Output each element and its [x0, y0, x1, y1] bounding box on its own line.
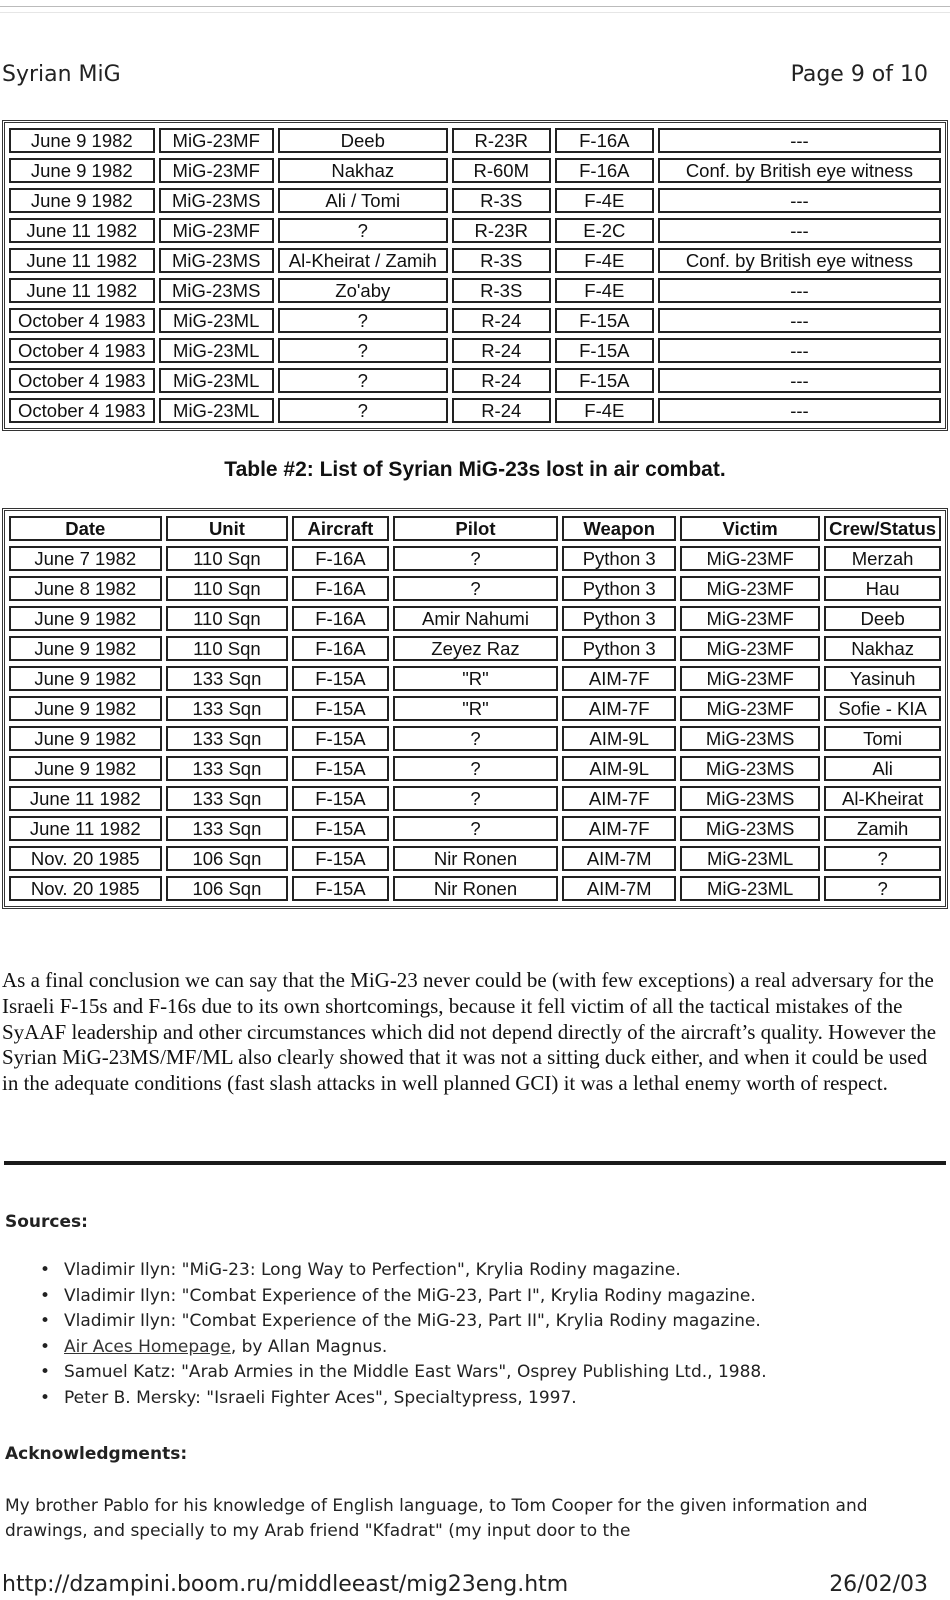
- table-cell: F-15A: [292, 726, 388, 751]
- table-row: [9, 248, 941, 273]
- table-cell: F-16A: [292, 606, 388, 631]
- table-cell: June 7 1982: [9, 546, 162, 571]
- table-cell: June 9 1982: [9, 696, 162, 721]
- table-cell: ?: [393, 726, 559, 751]
- table-cell: Nir Ronen: [393, 876, 559, 901]
- table-cell: AIM-7F: [562, 816, 676, 841]
- table-row: [9, 338, 941, 363]
- table-cell: Deeb: [824, 606, 941, 631]
- table-cell: MiG-23MF: [680, 666, 820, 691]
- table-cell: AIM-9L: [562, 756, 676, 781]
- table-cell: AIM-7F: [562, 666, 676, 691]
- table-cell: F-15A: [555, 338, 654, 363]
- table-cell: Nir Ronen: [393, 846, 559, 871]
- col-header-date: Date: [9, 516, 162, 541]
- losses-table: [2, 508, 948, 909]
- list-item: [38, 1335, 767, 1361]
- table-cell: 106 Sqn: [166, 876, 289, 901]
- table-row: [9, 846, 941, 871]
- table-cell: MiG-23MS: [680, 756, 820, 781]
- source-text: Vladimir Ilyn: "Combat Experience of the MiG-23, Part I", Krylia Rodiny magazine.: [64, 1285, 756, 1306]
- table-cell: ---: [658, 338, 941, 363]
- source-text: Samuel Katz: "Arab Armies in the Middle East Wars", Osprey Publishing Ltd., 1988.: [64, 1362, 767, 1382]
- table-cell: ?: [393, 786, 559, 811]
- table-cell: F-4E: [555, 188, 654, 213]
- table-cell: June 11 1982: [9, 278, 155, 303]
- table-cell: June 9 1982: [9, 606, 162, 631]
- table-cell: MiG-23MS: [680, 726, 820, 751]
- table-cell: ---: [658, 188, 941, 213]
- table-cell: MiG-23ML: [159, 338, 274, 363]
- table-cell: F-15A: [555, 368, 654, 393]
- source-text: Peter B. Mersky: "Israeli Fighter Aces", Specialtypress, 1997.: [64, 1387, 577, 1408]
- table-cell: ---: [658, 398, 941, 423]
- table-cell: F-15A: [292, 786, 388, 811]
- list-item: [38, 1360, 767, 1386]
- list-item: [38, 1386, 767, 1412]
- table-cell: ?: [393, 756, 559, 781]
- losses-table-header-row: [9, 516, 941, 541]
- table-cell: Nakhaz: [278, 158, 448, 183]
- table-cell: MiG-23ML: [159, 368, 274, 393]
- table-row: [9, 816, 941, 841]
- table-cell: R-3S: [452, 188, 551, 213]
- table-cell: ?: [393, 816, 559, 841]
- table-cell: ---: [658, 278, 941, 303]
- table-cell: MiG-23MS: [680, 786, 820, 811]
- table-cell: Python 3: [562, 636, 676, 661]
- air-aces-homepage-link[interactable]: Air Aces Homepage: [64, 1336, 231, 1357]
- table-cell: ?: [278, 368, 448, 393]
- source-text: , by Allan Magnus.: [230, 1336, 388, 1357]
- table-cell: ?: [278, 218, 448, 243]
- table-cell: 110 Sqn: [166, 546, 289, 571]
- table-cell: October 4 1983: [9, 368, 155, 393]
- table-cell: Tomi: [824, 726, 941, 751]
- table-cell: June 9 1982: [9, 128, 155, 153]
- table-cell: MiG-23MF: [680, 606, 820, 631]
- table-cell: MiG-23ML: [159, 398, 274, 423]
- table-cell: ?: [278, 398, 448, 423]
- table-row: [9, 606, 941, 631]
- table-cell: June 9 1982: [9, 726, 162, 751]
- document-title: Syrian MiG: [2, 62, 121, 87]
- table-row: [9, 876, 941, 901]
- table-cell: 133 Sqn: [166, 786, 289, 811]
- table-cell: Python 3: [562, 606, 676, 631]
- kills-table-body: [9, 128, 941, 423]
- table-cell: Nov. 20 1985: [9, 876, 162, 901]
- table-row: [9, 636, 941, 661]
- table-row: [9, 726, 941, 751]
- table-cell: R-24: [452, 308, 551, 333]
- table-cell: "R": [393, 696, 559, 721]
- table-row: [9, 218, 941, 243]
- conclusion-paragraph: As a final conclusion we can say that the MiG-23 never could be (with few exceptions) a real adversary for the Israeli F-15s and F-16s due to its own shortcomings, because it fell victim of all the tactical mistakes of the SyAAF leadership and other circumstances which did not depend directly of the aircraft’s quality. However the Syrian MiG-23MS/MF/ML also clearly showed that it was not a sitting duck either, and when it could be used in the adequate conditions (fast slash attacks in well planned GCI) it was a lethal enemy worth of respect.: [2, 968, 937, 1096]
- table-cell: MiG-23MS: [159, 248, 274, 273]
- table-row: [9, 576, 941, 601]
- table-cell: Nov. 20 1985: [9, 846, 162, 871]
- table-row: [9, 666, 941, 691]
- table-cell: MiG-23MS: [159, 278, 274, 303]
- table-cell: Hau: [824, 576, 941, 601]
- table-cell: ?: [393, 576, 559, 601]
- col-header-pilot: Pilot: [393, 516, 559, 541]
- table-cell: MiG-23MS: [680, 816, 820, 841]
- table-cell: F-16A: [555, 128, 654, 153]
- table-cell: F-15A: [292, 696, 388, 721]
- table-cell: F-16A: [555, 158, 654, 183]
- list-item: [38, 1309, 767, 1335]
- table-cell: 110 Sqn: [166, 636, 289, 661]
- acknowledgments-heading: Acknowledgments:: [5, 1444, 188, 1464]
- table-cell: AIM-7F: [562, 696, 676, 721]
- table-row: [9, 696, 941, 721]
- table-cell: R-24: [452, 338, 551, 363]
- section-divider: [4, 1161, 946, 1165]
- table-cell: ---: [658, 368, 941, 393]
- table-cell: AIM-7F: [562, 786, 676, 811]
- table-cell: Al-Kheirat / Zamih: [278, 248, 448, 273]
- table-cell: Conf. by British eye witness: [658, 248, 941, 273]
- table-cell: F-4E: [555, 398, 654, 423]
- table-cell: MiG-23MF: [159, 158, 274, 183]
- table-cell: June 9 1982: [9, 188, 155, 213]
- sources-heading: Sources:: [5, 1212, 88, 1232]
- table-cell: Merzah: [824, 546, 941, 571]
- table-cell: June 11 1982: [9, 786, 162, 811]
- table-row: [9, 546, 941, 571]
- table-cell: R-24: [452, 398, 551, 423]
- table-cell: Conf. by British eye witness: [658, 158, 941, 183]
- table-cell: MiG-23ML: [159, 308, 274, 333]
- table-row: [9, 756, 941, 781]
- table-cell: October 4 1983: [9, 398, 155, 423]
- table-cell: Sofie - KIA: [824, 696, 941, 721]
- table-cell: F-16A: [292, 546, 388, 571]
- table-cell: 110 Sqn: [166, 576, 289, 601]
- table-row: [9, 188, 941, 213]
- table-cell: F-15A: [292, 816, 388, 841]
- table-cell: June 9 1982: [9, 636, 162, 661]
- table-cell: MiG-23MF: [680, 576, 820, 601]
- col-header-victim: Victim: [680, 516, 820, 541]
- table-row: [9, 398, 941, 423]
- table-cell: 106 Sqn: [166, 846, 289, 871]
- table-cell: ?: [824, 846, 941, 871]
- table-row: [9, 786, 941, 811]
- table-cell: F-15A: [292, 876, 388, 901]
- table-cell: 133 Sqn: [166, 696, 289, 721]
- table-cell: Zamih: [824, 816, 941, 841]
- table-cell: ---: [658, 128, 941, 153]
- table-cell: AIM-7M: [562, 876, 676, 901]
- table-row: [9, 278, 941, 303]
- table-row: [9, 368, 941, 393]
- table-cell: R-3S: [452, 278, 551, 303]
- table-cell: AIM-9L: [562, 726, 676, 751]
- table-row: [9, 158, 941, 183]
- col-header-aircraft: Aircraft: [292, 516, 388, 541]
- table-cell: F-4E: [555, 248, 654, 273]
- table-cell: E-2C: [555, 218, 654, 243]
- acknowledgments-text: My brother Pablo for his knowledge of English language, to Tom Cooper for the given information and drawings, and specially to my Arab friend "Kfadrat" (my input door to the: [5, 1496, 868, 1541]
- top-border-line-faint: [0, 12, 950, 13]
- table-cell: ---: [658, 218, 941, 243]
- table-cell: R-24: [452, 368, 551, 393]
- table-cell: 133 Sqn: [166, 756, 289, 781]
- table-cell: Yasinuh: [824, 666, 941, 691]
- table-cell: F-4E: [555, 278, 654, 303]
- table-cell: F-15A: [292, 666, 388, 691]
- losses-table-body: [9, 546, 941, 901]
- table-cell: June 9 1982: [9, 756, 162, 781]
- col-header-crew-status: Crew/Status: [824, 516, 941, 541]
- table-cell: June 8 1982: [9, 576, 162, 601]
- table-cell: Python 3: [562, 576, 676, 601]
- footer-url: http://dzampini.boom.ru/middleeast/mig23eng.htm: [2, 1572, 569, 1597]
- sources-list: [38, 1258, 767, 1411]
- table-cell: Deeb: [278, 128, 448, 153]
- table-cell: Nakhaz: [824, 636, 941, 661]
- table-cell: ?: [278, 338, 448, 363]
- table-row: [9, 308, 941, 333]
- table-cell: June 9 1982: [9, 666, 162, 691]
- source-text: Vladimir Ilyn: "Combat Experience of the MiG-23, Part II", Krylia Rodiny magazine.: [64, 1311, 761, 1331]
- table-cell: MiG-23ML: [680, 846, 820, 871]
- table-cell: MiG-23MF: [159, 128, 274, 153]
- table-caption: Table #2: List of Syrian MiG-23s lost in air combat.: [224, 458, 726, 481]
- source-text: Vladimir Ilyn: "MiG-23: Long Way to Perfection", Krylia Rodiny magazine.: [64, 1260, 681, 1280]
- table-cell: "R": [393, 666, 559, 691]
- list-item: [38, 1258, 767, 1284]
- table-cell: R-23R: [452, 128, 551, 153]
- list-item: [38, 1284, 767, 1310]
- table-cell: ?: [278, 308, 448, 333]
- table-cell: MiG-23ML: [680, 876, 820, 901]
- table-cell: Python 3: [562, 546, 676, 571]
- table-cell: R-23R: [452, 218, 551, 243]
- table-cell: Amir Nahumi: [393, 606, 559, 631]
- table-cell: MiG-23MF: [680, 546, 820, 571]
- table-cell: F-16A: [292, 576, 388, 601]
- top-border-line: [0, 6, 950, 7]
- kills-table: [2, 120, 948, 431]
- table-cell: MiG-23MS: [159, 188, 274, 213]
- table-cell: F-15A: [292, 846, 388, 871]
- footer-date: 26/02/03: [829, 1572, 928, 1597]
- table-cell: June 11 1982: [9, 218, 155, 243]
- table-cell: F-15A: [555, 308, 654, 333]
- table-cell: Zo'aby: [278, 278, 448, 303]
- table-cell: MiG-23MF: [680, 636, 820, 661]
- table-cell: MiG-23MF: [159, 218, 274, 243]
- table-cell: ?: [824, 876, 941, 901]
- table-cell: 133 Sqn: [166, 726, 289, 751]
- table-row: [9, 128, 941, 153]
- table-cell: F-15A: [292, 756, 388, 781]
- table-cell: 133 Sqn: [166, 816, 289, 841]
- table-cell: R-60M: [452, 158, 551, 183]
- table-cell: June 9 1982: [9, 158, 155, 183]
- table-cell: AIM-7M: [562, 846, 676, 871]
- table-cell: R-3S: [452, 248, 551, 273]
- table-cell: 110 Sqn: [166, 606, 289, 631]
- table-cell: MiG-23MF: [680, 696, 820, 721]
- table-cell: 133 Sqn: [166, 666, 289, 691]
- col-header-unit: Unit: [166, 516, 289, 541]
- table-cell: Ali: [824, 756, 941, 781]
- table-cell: ---: [658, 308, 941, 333]
- table-cell: F-16A: [292, 636, 388, 661]
- page-number: Page 9 of 10: [790, 62, 928, 87]
- table-cell: October 4 1983: [9, 308, 155, 333]
- table-cell: Al-Kheirat: [824, 786, 941, 811]
- table-cell: June 11 1982: [9, 248, 155, 273]
- table-cell: October 4 1983: [9, 338, 155, 363]
- table-cell: Ali / Tomi: [278, 188, 448, 213]
- table-cell: June 11 1982: [9, 816, 162, 841]
- table-cell: ?: [393, 546, 559, 571]
- table-cell: Zeyez Raz: [393, 636, 559, 661]
- col-header-weapon: Weapon: [562, 516, 676, 541]
